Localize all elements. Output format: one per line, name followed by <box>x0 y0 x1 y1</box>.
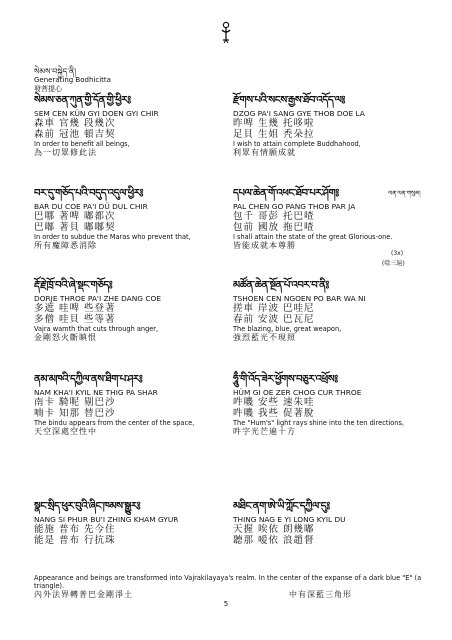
verse-chinese-translation: 為一切眾修此法 <box>34 148 97 157</box>
verse-left-5 <box>34 500 178 546</box>
repeat-note-chinese: (唸三遍) <box>382 260 405 267</box>
verse-chinese-1: 吽嘰 安些 速朱哇 <box>233 397 315 408</box>
verse-chinese-1: 能施 普布 先今住 <box>34 524 116 535</box>
verse-chinese-1: 昨啤 生幾 托哆啦 <box>233 118 315 129</box>
header-english: Generating Bodhicitta <box>34 76 111 84</box>
verse-right-2 <box>233 187 392 251</box>
verse-chinese-2: 春前 安波 巴瓦尼 <box>233 314 315 325</box>
verse-chinese-1: 巴哪 著啤 嘟都次 <box>34 211 116 222</box>
verse-tibetan: སེམས་ཅན་ཀུན་གྱི་དོན་གྱི་ཕྱིར༔ <box>34 95 131 106</box>
verse-phonetic: SEM CEN KÜN GYI DOEN GYI CHIR <box>34 109 159 118</box>
footer-chinese-left: 內外法界轉普巴金剛淨土 <box>34 590 133 599</box>
verse-left-2 <box>34 187 191 251</box>
verse-phonetic: PAL CHEN GO PANG THOB PAR JA <box>233 202 356 211</box>
verse-english: The bindu appears from the center of the space, <box>34 419 195 427</box>
repeat-note-tibetan: ལན་ལན་གསུམ། <box>388 190 421 197</box>
footer-block <box>34 574 424 602</box>
verse-chinese-1: 搓車 岸波 巴哇尼 <box>233 303 315 314</box>
verse-english: The blazing, blue, great weapon, <box>233 325 342 333</box>
verse-english: Vajra wamth that cuts through anger, <box>34 325 159 333</box>
verse-english: The "Hum's" light rays shine into the ten directions, <box>233 419 404 427</box>
verse-chinese-translation: 所有魔障悉消除 <box>34 241 97 250</box>
verse-left-4 <box>34 373 194 437</box>
verse-chinese-2: 吽嘰 我些 促著脫 <box>233 408 315 419</box>
verse-tibetan: ཧཱུྃ་གི་འོད་ཟེར་ཕྱོགས་བཅུར་འཕྲོས༔ <box>233 374 338 385</box>
verse-chinese-2: 包前 國放 拖巴喳 <box>233 222 315 233</box>
verse-chinese-1: 森車 官幾 段幾次 <box>34 118 116 129</box>
verse-chinese-translation: 皆能成就本尊勝 <box>233 241 296 250</box>
verse-phonetic: BAR DU COE PA'I DÜ DUL CHIR <box>34 202 148 211</box>
verse-chinese-1: 多遮 哇啤 些登著 <box>34 303 116 314</box>
verse-right-5 <box>233 500 346 546</box>
verse-chinese-1: 天握 唉依 朗幾嘟 <box>233 524 315 535</box>
verse-tibetan: མཐིང་ནག་ཨེ་ཡི་ཀློང་དཀྱིལ་དུ༔ <box>233 501 330 512</box>
verse-chinese-translation: 天空深處空性中 <box>34 427 97 436</box>
footer-english: Appearance and beings are transformed into Vajrakilayaya's realm. In the center of the expanse of a dark blue "E" (a triangle). <box>34 574 422 590</box>
verse-tibetan: མཚོན་ཆེན་སྔོན་པོ་འབར་བ་ནི༔ <box>233 280 330 291</box>
verse-chinese-translation: 強烈藍光不現照 <box>233 333 296 342</box>
verse-tibetan: རྫོགས་པའི་སངས་རྒྱས་ཐོབ་འདོད་ལ༔ <box>233 95 346 106</box>
footer-chinese-right: 中有深藍三角形 <box>289 590 352 599</box>
repeat-note: (3x) <box>391 250 404 257</box>
verse-right-1 <box>233 94 365 158</box>
verse-english: In order to subdue the Maras who prevent that, <box>34 233 191 241</box>
verse-chinese-2: 聽那 嗳依 浪趙督 <box>233 535 315 546</box>
verse-right-4 <box>233 373 404 437</box>
verse-tibetan: རྡོ་རྗེ་ཁྲོ་བའི་ཞེ་སྡང་གཅོད༔ <box>34 280 113 291</box>
verse-chinese-translation: 利眾有情願成就 <box>233 148 296 157</box>
verse-english: In order to benefit all beings, <box>34 140 130 148</box>
verse-tibetan: དཔལ་ཆེན་གོ་འཕང་ཐོབ་པར་ཤོག༔ <box>233 188 339 199</box>
verse-chinese-2: 能是 普布 行抗珠 <box>34 535 116 546</box>
verse-chinese-2: 森前 冠池 頓吉契 <box>34 129 116 140</box>
header-chinese: 發菩提心 <box>34 85 62 93</box>
verse-chinese-2: 喃卡 知那 替巴沙 <box>34 408 116 419</box>
verse-phonetic: NAM KHA'I KYIL NE THIG PA SHAR <box>34 388 158 397</box>
verse-chinese-2: 足貝 生姐 秃朵拉 <box>233 129 315 140</box>
verse-chinese-translation: 吽字光芒遍十方 <box>233 427 296 436</box>
verse-chinese-1: 包千 哥彭 托巴喳 <box>233 211 315 222</box>
verse-phonetic: TSHOEN CEN NGOEN PO BAR WA NI <box>233 294 366 303</box>
header-tibetan: སེམས་བསྐྱེད་ནི། <box>34 67 77 76</box>
verse-tibetan: ནམ་མཁའི་དཀྱིལ་ནས་ཐིག་པ་ཤར༔ <box>34 374 143 385</box>
verse-chinese-1: 南卡 騎呢 剔巴沙 <box>34 397 116 408</box>
verse-left-1 <box>34 94 159 158</box>
verse-tibetan: བར་དུ་གཅོད་པའི་བདུད་འདུལ་ཕྱིར༔ <box>34 188 144 199</box>
verse-chinese-2: 巴嘟 著貝 嘟嘟契 <box>34 222 116 233</box>
verse-chinese-2: 多僧 哇貝 些等著 <box>34 314 116 325</box>
verse-phonetic: DZOG PA'I SANG GYE THOB DOE LA <box>233 109 365 118</box>
verse-left-3 <box>34 279 161 343</box>
page-number: 5 <box>223 600 229 608</box>
verse-tibetan: སྣང་སྲིད་ཕུར་བུའི་ཞིང་ཁམས་སྒྱུར༔ <box>34 501 141 512</box>
vajra-ornament-icon <box>217 20 235 44</box>
section-header <box>34 67 111 94</box>
verse-phonetic: NANG SI PHUR BU'I ZHING KHAM GYUR <box>34 515 179 524</box>
verse-chinese-translation: 金剛怒火斷瞋恨 <box>34 333 97 342</box>
verse-phonetic: HÜM GI OE ZER CHOG CUR THROE <box>233 388 362 397</box>
verse-phonetic: DORJE THROE PA'I ZHE DANG COE <box>34 294 161 303</box>
verse-english: I wish to attain complete Buddhahood, <box>233 140 361 148</box>
verse-english: I shall attain the state of the great Glorious-one. <box>233 233 393 241</box>
verse-right-3 <box>233 279 366 343</box>
verse-phonetic: THING NAG E YI LONG KYIL DU <box>233 515 346 524</box>
